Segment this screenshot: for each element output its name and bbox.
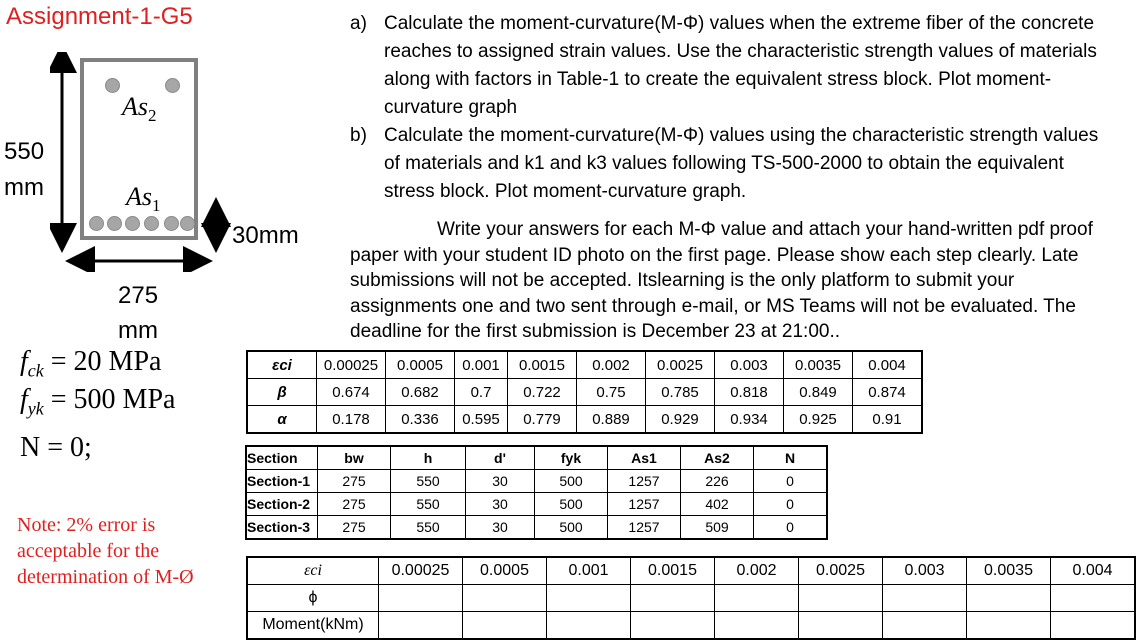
answer-phi-cell[interactable] xyxy=(967,585,1051,612)
sections-cell: 500 xyxy=(535,470,608,493)
answer-phi-label: ϕ xyxy=(247,585,379,612)
sections-cell: 402 xyxy=(681,493,754,516)
params-cell: 0.934 xyxy=(715,406,784,434)
params-cell: 0.925 xyxy=(784,406,853,434)
answer-phi-row xyxy=(247,585,1135,612)
sections-cell: 30 xyxy=(466,516,535,540)
sections-cell: 550 xyxy=(391,493,466,516)
sections-cell: 0 xyxy=(754,470,828,493)
sections-cell: 275 xyxy=(318,493,391,516)
params-table xyxy=(246,350,923,434)
answer-phi-cell[interactable] xyxy=(883,585,967,612)
bottom-rebar xyxy=(180,216,195,231)
answer-strain-cell: 0.0035 xyxy=(967,557,1051,585)
top-rebar xyxy=(165,78,180,93)
answer-strain-cell: 0.003 xyxy=(883,557,967,585)
sections-row xyxy=(246,470,827,493)
answer-table xyxy=(246,556,1136,640)
sections-cell: 0 xyxy=(754,493,828,516)
section-name-cell: Section-1 xyxy=(246,470,318,493)
params-row-label: α xyxy=(247,406,317,434)
answer-strain-cell: 0.00025 xyxy=(379,557,463,585)
params-cell: 0.7 xyxy=(455,379,508,406)
params-cell: 0.722 xyxy=(508,379,577,406)
sections-cell: 226 xyxy=(681,470,754,493)
sections-cell: 275 xyxy=(318,470,391,493)
sections-row xyxy=(246,493,827,516)
params-cell: 0.785 xyxy=(646,379,715,406)
params-cell: 0.178 xyxy=(317,406,386,434)
sections-cell: 550 xyxy=(391,516,466,540)
sections-cell: 0 xyxy=(754,516,828,540)
sections-row xyxy=(246,516,827,540)
bottom-rebar xyxy=(89,216,104,231)
answer-moment-label: Moment(kNm) xyxy=(247,612,379,640)
answer-strain-cell: 0.0025 xyxy=(799,557,883,585)
sections-cell: 509 xyxy=(681,516,754,540)
params-cell: 0.818 xyxy=(715,379,784,406)
fyk-given: $f_{yk} = 500$ MPa xyxy=(20,384,176,419)
params-cell: 0.595 xyxy=(455,406,508,434)
answer-phi-cell[interactable] xyxy=(379,585,463,612)
answer-phi-cell[interactable] xyxy=(1051,585,1136,612)
answer-strain-cell: 0.0015 xyxy=(631,557,715,585)
assignment-title: Assignment-1-G5 xyxy=(6,3,193,30)
sections-cell: 30 xyxy=(466,470,535,493)
sections-table xyxy=(245,445,828,540)
params-cell: 0.0015 xyxy=(508,351,577,379)
params-cell: 0.889 xyxy=(577,406,646,434)
params-row-label: εci xyxy=(247,351,317,379)
sections-header-cell: d' xyxy=(466,446,535,470)
sections-header-cell: bw xyxy=(318,446,391,470)
answer-strain-label: εci xyxy=(247,557,379,585)
error-note: Note: 2% error is acceptable for the determination of M-Ø xyxy=(17,514,194,588)
sections-header-cell: N xyxy=(754,446,828,470)
params-cell: 0.779 xyxy=(508,406,577,434)
sections-header-cell: As1 xyxy=(608,446,681,470)
params-row xyxy=(247,406,922,434)
answer-strain-cell: 0.002 xyxy=(715,557,799,585)
sections-cell: 550 xyxy=(391,470,466,493)
bottom-rebar xyxy=(144,216,159,231)
sections-cell: 30 xyxy=(466,493,535,516)
params-row-label: β xyxy=(247,379,317,406)
instructions: Write your answers for each M-Φ value and attach your hand-written pdf proof paper with your student ID photo on the first page. Please show each step clearly. Late submissions will not be accepted. Itslearning is the only platform to submit your assignments one and two sent through e-mail, or MS Teams will not be evaluated. The deadline for the first submission is December 23 at 21:00.. xyxy=(350,219,1093,342)
params-cell: 0.91 xyxy=(853,406,923,434)
sections-header-cell: As2 xyxy=(681,446,754,470)
answer-moment-cell[interactable] xyxy=(1051,612,1136,640)
params-cell: 0.00025 xyxy=(317,351,386,379)
answer-phi-cell[interactable] xyxy=(799,585,883,612)
question-b: b) Calculate the moment-curvature(M-Φ) values using the characteristic strength values of materials and k1 and k3 values following TS-500-2000 to obtain the equivalent stress block. Plot moment-curvature graph. xyxy=(350,125,1099,202)
answer-moment-cell[interactable] xyxy=(463,612,547,640)
questions xyxy=(350,10,1110,206)
params-cell: 0.682 xyxy=(386,379,455,406)
params-cell: 0.0005 xyxy=(386,351,455,379)
sections-cell: 275 xyxy=(318,516,391,540)
answer-moment-cell[interactable] xyxy=(799,612,883,640)
answer-strain-cell: 0.0005 xyxy=(463,557,547,585)
answer-moment-row xyxy=(247,612,1135,640)
height-unit: mm xyxy=(4,174,44,201)
params-cell: 0.336 xyxy=(386,406,455,434)
height-value: 550 xyxy=(4,138,45,165)
answer-moment-cell[interactable] xyxy=(715,612,799,640)
params-cell: 0.0025 xyxy=(646,351,715,379)
width-unit: mm xyxy=(118,317,158,344)
width-value: 275 xyxy=(118,282,159,309)
beam-section xyxy=(80,58,198,240)
params-cell: 0.849 xyxy=(784,379,853,406)
bottom-rebar xyxy=(107,216,122,231)
params-cell: 0.75 xyxy=(577,379,646,406)
params-cell: 0.929 xyxy=(646,406,715,434)
answer-moment-cell[interactable] xyxy=(547,612,631,640)
bottom-rebar xyxy=(125,216,140,231)
sections-header-cell: fyk xyxy=(535,446,608,470)
answer-phi-cell[interactable] xyxy=(547,585,631,612)
answer-moment-cell[interactable] xyxy=(967,612,1051,640)
axial-load-given: N = 0; xyxy=(20,432,92,463)
params-cell: 0.003 xyxy=(715,351,784,379)
answer-strain-cell: 0.001 xyxy=(547,557,631,585)
params-row xyxy=(247,379,922,406)
section-name-cell: Section-2 xyxy=(246,493,318,516)
answer-moment-cell[interactable] xyxy=(883,612,967,640)
answer-phi-cell[interactable] xyxy=(715,585,799,612)
sections-cell: 1257 xyxy=(608,493,681,516)
sections-cell: 1257 xyxy=(608,470,681,493)
section-name-cell: Section-3 xyxy=(246,516,318,540)
answer-phi-cell[interactable] xyxy=(631,585,715,612)
params-cell: 0.001 xyxy=(455,351,508,379)
params-cell: 0.004 xyxy=(853,351,923,379)
top-rebar xyxy=(105,78,120,93)
as1-label: $As_1$ xyxy=(126,182,161,216)
answer-strain-cell: 0.004 xyxy=(1051,557,1136,585)
params-cell: 0.674 xyxy=(317,379,386,406)
params-row xyxy=(247,351,922,379)
bottom-rebar xyxy=(164,216,179,231)
params-cell: 0.0035 xyxy=(784,351,853,379)
answer-moment-cell[interactable] xyxy=(379,612,463,640)
answer-moment-cell[interactable] xyxy=(631,612,715,640)
params-cell: 0.002 xyxy=(577,351,646,379)
params-cell: 0.874 xyxy=(853,379,923,406)
cover-label: 30mm xyxy=(232,222,299,249)
sections-cell: 1257 xyxy=(608,516,681,540)
sections-header-cell: h xyxy=(391,446,466,470)
sections-cell: 500 xyxy=(535,516,608,540)
fck-given: $f_{ck} = 20$ MPa xyxy=(20,346,162,381)
answer-phi-cell[interactable] xyxy=(463,585,547,612)
sections-header-cell: Section xyxy=(246,446,318,470)
sections-cell: 500 xyxy=(535,493,608,516)
as2-label: $As_2$ xyxy=(122,92,157,126)
question-a: a) Calculate the moment-curvature(M-Φ) values when the extreme fiber of the concrete reaches to assigned strain values. Use the characteristic strength values of materials along with factors in Table-1 to create the equivalent stress block. Plot moment-curvature graph xyxy=(350,13,1097,118)
answer-strain-row xyxy=(247,557,1135,585)
